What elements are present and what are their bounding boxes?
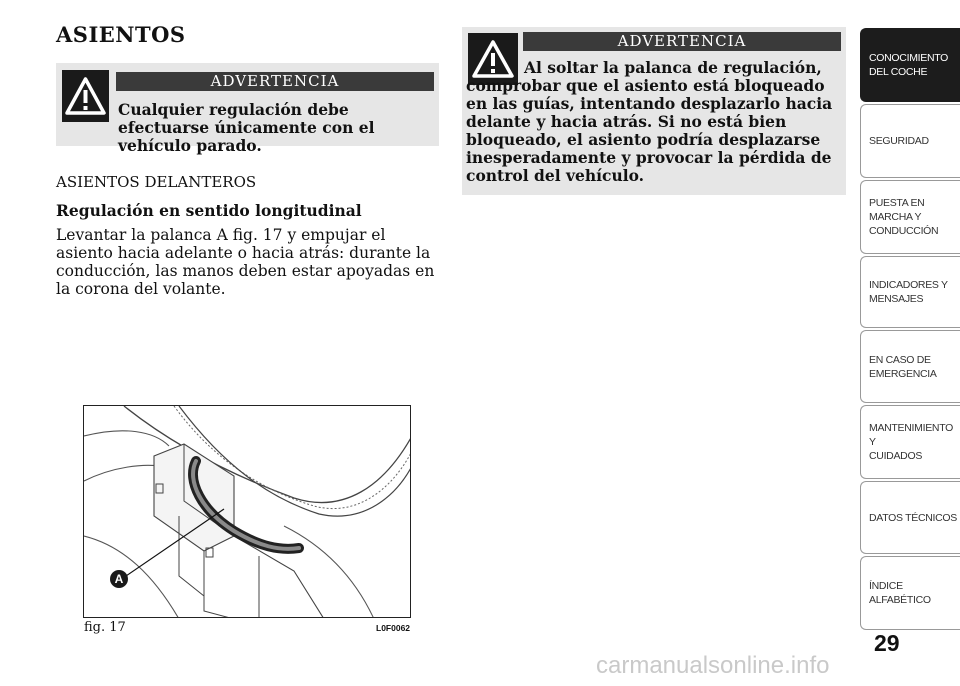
- page-title: ASIENTOS: [56, 22, 186, 47]
- sidebar-item-seguridad[interactable]: [860, 104, 960, 178]
- figure-seat-lever: [83, 405, 411, 618]
- sidebar-item-indice[interactable]: [860, 556, 960, 630]
- warning-box-right: [462, 27, 846, 195]
- section-heading: ASIENTOS DELANTEROS: [56, 173, 257, 191]
- figure-caption: fig. 17: [84, 620, 126, 635]
- watermark: carmanualsonline.info: [596, 652, 830, 679]
- sidebar-item-label: MANTENIMIENTO Y CUIDADOS: [869, 422, 953, 462]
- sidebar-item-label: SEGURIDAD: [869, 135, 929, 147]
- sidebar-item-mantenimiento[interactable]: [860, 405, 960, 479]
- sidebar-item-label: EN CASO DE EMERGENCIA: [869, 353, 937, 380]
- warning-text: [466, 59, 840, 185]
- sidebar-item-label: ÍNDICE ALFABÉTICO: [869, 580, 931, 606]
- sidebar-item-datos-tecnicos[interactable]: [860, 481, 960, 554]
- sidebar-item-conocimiento[interactable]: [860, 28, 960, 102]
- warning-text-content: Al soltar la palanca de regulación, comprobar que el asiento está bloqueado en las guías, intentando desplazarlo hacia delante y hacia atrás. Si no está bien bloqueado, el asiento podría desplazarse inesperadamente y provocar la pérdida de control del vehículo.: [466, 58, 833, 185]
- warning-header: ADVERTENCIA: [523, 32, 841, 51]
- section-subheading: Regulación en sentido longitudinal: [56, 201, 362, 220]
- warning-triangle-icon: [62, 70, 109, 122]
- warning-box-left: [56, 63, 439, 155]
- warning-header: ADVERTENCIA: [116, 72, 434, 91]
- callout-label: A: [114, 572, 124, 586]
- callout-marker: [110, 570, 128, 588]
- sidebar-item-label: INDICADORES Y MENSAJES: [869, 279, 948, 305]
- section-body: Levantar la palanca A fig. 17 y empujar el asiento hacia adelante o hacia atrás: durante la conducción, las manos deben estar apoyadas en la corona del volante.: [56, 226, 435, 298]
- sidebar-item-emergencia[interactable]: [860, 330, 960, 403]
- sidebar-item-indicadores[interactable]: [860, 256, 960, 328]
- sidebar-item-puesta-en-marcha[interactable]: [860, 180, 960, 254]
- sidebar-item-label: DATOS TÉCNICOS: [869, 511, 957, 524]
- sidebar-item-label: PUESTA EN MARCHA Y CONDUCCIÓN: [869, 197, 939, 237]
- figure-code: L0F0062: [376, 623, 411, 633]
- warning-text: Cualquier regulación debe efectuarse únicamente con el vehículo parado.: [118, 100, 375, 155]
- page-number: 29: [874, 630, 900, 656]
- sidebar-item-label: CONOCIMIENTO DEL COCHE: [869, 52, 949, 78]
